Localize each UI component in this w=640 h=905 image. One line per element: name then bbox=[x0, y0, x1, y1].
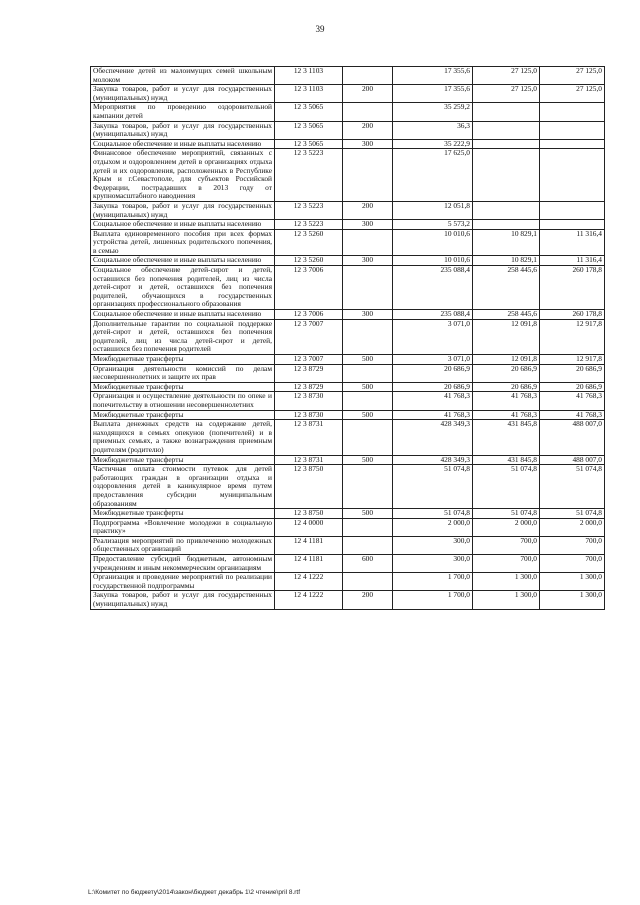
table-row bbox=[91, 555, 605, 573]
cell-name: Предоставление субсидий бюджетным, автономным учреждениям и иным некоммерческим организациям bbox=[91, 555, 275, 573]
cell-amount-year1: 2 000,0 bbox=[393, 518, 473, 536]
table-row bbox=[91, 392, 605, 410]
cell-amount-year2: 700,0 bbox=[473, 536, 540, 554]
cell-name: Организация и проведение мероприятий по реализации государственной подпрограммы bbox=[91, 573, 275, 591]
table-row bbox=[91, 67, 605, 85]
cell-amount-year3: 27 125,0 bbox=[540, 67, 605, 85]
cell-code: 12 3 7007 bbox=[275, 355, 343, 365]
cell-amount-year1: 51 074,8 bbox=[393, 509, 473, 519]
cell-expense-type: 500 bbox=[343, 382, 393, 392]
cell-code: 12 3 5065 bbox=[275, 103, 343, 121]
file-path-footer: L:\Комитет по бюджету\2014\закон\бюджет декабрь 1\2 чтение\pril 8.rtf bbox=[88, 889, 301, 896]
cell-amount-year1: 428 349,3 bbox=[393, 420, 473, 455]
cell-name: Межбюджетные трансферты bbox=[91, 410, 275, 420]
cell-code: 12 3 1103 bbox=[275, 85, 343, 103]
cell-expense-type: 300 bbox=[343, 256, 393, 266]
cell-amount-year3 bbox=[540, 121, 605, 139]
cell-amount-year3: 20 686,9 bbox=[540, 364, 605, 382]
table-row bbox=[91, 319, 605, 354]
cell-name: Социальное обеспечение и иные выплаты населению bbox=[91, 256, 275, 266]
cell-amount-year1: 51 074,8 bbox=[393, 465, 473, 509]
cell-amount-year3: 12 917,8 bbox=[540, 319, 605, 354]
cell-expense-type: 300 bbox=[343, 220, 393, 230]
page-number: 39 bbox=[315, 24, 325, 34]
budget-table bbox=[90, 66, 605, 610]
cell-expense-type: 200 bbox=[343, 121, 393, 139]
cell-code: 12 3 5260 bbox=[275, 229, 343, 256]
cell-name: Социальное обеспечение детей-сирот и детей, оставшихся без попечения родителей, лиц из числа детей-сирот и детей, оставшихся без попечения родителей, обучающихся в государственных организациях профессионального образования bbox=[91, 266, 275, 310]
table-row bbox=[91, 573, 605, 591]
cell-amount-year1: 1 700,0 bbox=[393, 591, 473, 609]
cell-amount-year1: 20 686,9 bbox=[393, 382, 473, 392]
cell-name: Финансовое обеспечение мероприятий, связанных с отдыхом и оздоровлением детей в организациях отдыха детей и их оздоровления, расположенных в Республике Крым и г.Севастополе, для субъектов Российской Федерации, пострадавших в 2013 году от крупномасштабного наводнения bbox=[91, 149, 275, 202]
cell-code: 12 3 7006 bbox=[275, 310, 343, 320]
cell-expense-type bbox=[343, 364, 393, 382]
cell-amount-year3: 11 316,4 bbox=[540, 256, 605, 266]
cell-amount-year1: 41 768,3 bbox=[393, 410, 473, 420]
cell-expense-type bbox=[343, 103, 393, 121]
table-row bbox=[91, 266, 605, 310]
cell-amount-year2: 41 768,3 bbox=[473, 410, 540, 420]
cell-amount-year1: 5 573,2 bbox=[393, 220, 473, 230]
cell-code: 12 3 8730 bbox=[275, 392, 343, 410]
cell-amount-year2: 27 125,0 bbox=[473, 85, 540, 103]
cell-expense-type: 200 bbox=[343, 591, 393, 609]
cell-expense-type: 200 bbox=[343, 85, 393, 103]
cell-code: 12 4 1222 bbox=[275, 573, 343, 591]
cell-code: 12 3 7007 bbox=[275, 319, 343, 354]
cell-name: Подпрограмма «Вовлечение молодежи в социальную практику» bbox=[91, 518, 275, 536]
table-row bbox=[91, 355, 605, 365]
cell-amount-year2: 12 091,8 bbox=[473, 319, 540, 354]
table-row bbox=[91, 455, 605, 465]
cell-name: Межбюджетные трансферты bbox=[91, 509, 275, 519]
cell-amount-year1: 3 071,0 bbox=[393, 319, 473, 354]
cell-amount-year1: 35 222,9 bbox=[393, 139, 473, 149]
cell-amount-year3 bbox=[540, 103, 605, 121]
cell-name: Реализация мероприятий по привлечению молодежных общественных организаций bbox=[91, 536, 275, 554]
cell-expense-type bbox=[343, 392, 393, 410]
table-row bbox=[91, 121, 605, 139]
cell-amount-year1: 428 349,3 bbox=[393, 455, 473, 465]
cell-name: Социальное обеспечение и иные выплаты населению bbox=[91, 220, 275, 230]
cell-amount-year3: 41 768,3 bbox=[540, 410, 605, 420]
cell-name: Закупка товаров, работ и услуг для государственных (муниципальных) нужд bbox=[91, 201, 275, 219]
cell-amount-year2 bbox=[473, 139, 540, 149]
cell-expense-type: 500 bbox=[343, 410, 393, 420]
cell-amount-year3: 51 074,8 bbox=[540, 465, 605, 509]
cell-code: 12 3 7006 bbox=[275, 266, 343, 310]
cell-amount-year2: 258 445,6 bbox=[473, 266, 540, 310]
table-row bbox=[91, 149, 605, 202]
cell-amount-year2: 12 091,8 bbox=[473, 355, 540, 365]
cell-code: 12 3 5260 bbox=[275, 256, 343, 266]
cell-amount-year3 bbox=[540, 220, 605, 230]
cell-code: 12 3 8729 bbox=[275, 364, 343, 382]
cell-amount-year1: 36,3 bbox=[393, 121, 473, 139]
table-row bbox=[91, 536, 605, 554]
cell-amount-year2: 700,0 bbox=[473, 555, 540, 573]
cell-amount-year3: 27 125,0 bbox=[540, 85, 605, 103]
cell-name: Закупка товаров, работ и услуг для государственных (муниципальных) нужд bbox=[91, 121, 275, 139]
cell-amount-year2 bbox=[473, 220, 540, 230]
cell-amount-year3: 1 300,0 bbox=[540, 591, 605, 609]
cell-code: 12 3 5223 bbox=[275, 149, 343, 202]
cell-code: 12 3 1103 bbox=[275, 67, 343, 85]
table-row bbox=[91, 139, 605, 149]
cell-name: Межбюджетные трансферты bbox=[91, 455, 275, 465]
cell-expense-type bbox=[343, 420, 393, 455]
cell-code: 12 4 1222 bbox=[275, 591, 343, 609]
cell-amount-year3: 260 178,8 bbox=[540, 310, 605, 320]
cell-amount-year2: 51 074,8 bbox=[473, 465, 540, 509]
table-row bbox=[91, 256, 605, 266]
cell-amount-year3: 20 686,9 bbox=[540, 382, 605, 392]
cell-name: Организация и осуществление деятельности по опеке и попечительству в отношении несовершеннолетних bbox=[91, 392, 275, 410]
cell-expense-type bbox=[343, 518, 393, 536]
cell-amount-year3: 488 007,0 bbox=[540, 455, 605, 465]
cell-name: Социальное обеспечение и иные выплаты населению bbox=[91, 139, 275, 149]
cell-expense-type: 200 bbox=[343, 201, 393, 219]
table-row bbox=[91, 103, 605, 121]
cell-expense-type bbox=[343, 229, 393, 256]
cell-amount-year1: 17 625,0 bbox=[393, 149, 473, 202]
cell-code: 12 3 8730 bbox=[275, 410, 343, 420]
cell-amount-year2 bbox=[473, 201, 540, 219]
cell-amount-year3: 488 007,0 bbox=[540, 420, 605, 455]
cell-name: Социальное обеспечение и иные выплаты населению bbox=[91, 310, 275, 320]
table-row bbox=[91, 518, 605, 536]
cell-code: 12 3 5223 bbox=[275, 220, 343, 230]
cell-name: Межбюджетные трансферты bbox=[91, 382, 275, 392]
cell-name: Закупка товаров, работ и услуг для государственных (муниципальных) нужд bbox=[91, 85, 275, 103]
cell-amount-year1: 300,0 bbox=[393, 555, 473, 573]
cell-amount-year2: 431 845,8 bbox=[473, 420, 540, 455]
cell-expense-type: 500 bbox=[343, 455, 393, 465]
cell-amount-year3: 260 178,8 bbox=[540, 266, 605, 310]
cell-expense-type: 500 bbox=[343, 509, 393, 519]
cell-code: 12 3 8731 bbox=[275, 455, 343, 465]
cell-expense-type bbox=[343, 536, 393, 554]
cell-amount-year2 bbox=[473, 121, 540, 139]
cell-expense-type: 500 bbox=[343, 355, 393, 365]
cell-amount-year1: 12 051,8 bbox=[393, 201, 473, 219]
cell-amount-year1: 1 700,0 bbox=[393, 573, 473, 591]
cell-amount-year1: 10 010,6 bbox=[393, 229, 473, 256]
cell-amount-year1: 41 768,3 bbox=[393, 392, 473, 410]
cell-expense-type bbox=[343, 573, 393, 591]
cell-amount-year2: 27 125,0 bbox=[473, 67, 540, 85]
cell-amount-year2: 10 829,1 bbox=[473, 256, 540, 266]
cell-amount-year2: 10 829,1 bbox=[473, 229, 540, 256]
cell-amount-year1: 10 010,6 bbox=[393, 256, 473, 266]
cell-expense-type: 300 bbox=[343, 310, 393, 320]
cell-name: Межбюджетные трансферты bbox=[91, 355, 275, 365]
cell-amount-year2: 431 845,8 bbox=[473, 455, 540, 465]
cell-name: Обеспечение детей из малоимущих семей школьным молоком bbox=[91, 67, 275, 85]
cell-expense-type: 600 bbox=[343, 555, 393, 573]
cell-code: 12 3 5065 bbox=[275, 139, 343, 149]
cell-amount-year1: 235 088,4 bbox=[393, 310, 473, 320]
table-row bbox=[91, 420, 605, 455]
cell-amount-year3: 700,0 bbox=[540, 536, 605, 554]
cell-amount-year1: 17 355,6 bbox=[393, 85, 473, 103]
cell-name: Дополнительные гарантии по социальной поддержке детей-сирот и детей, оставшихся без попечения родителей, лиц из числа детей-сирот и детей, оставшихся без попечения родителей bbox=[91, 319, 275, 354]
cell-amount-year2 bbox=[473, 149, 540, 202]
cell-code: 12 3 8731 bbox=[275, 420, 343, 455]
cell-amount-year1: 300,0 bbox=[393, 536, 473, 554]
cell-amount-year3: 2 000,0 bbox=[540, 518, 605, 536]
table-row bbox=[91, 410, 605, 420]
cell-name: Выплата денежных средств на содержание детей, находящихся в семьях опекунов (попечителей) и в приемных семьях, а также вознаграждения приемным родителям (родителю) bbox=[91, 420, 275, 455]
cell-amount-year3 bbox=[540, 201, 605, 219]
table-row bbox=[91, 201, 605, 219]
cell-expense-type bbox=[343, 319, 393, 354]
cell-name: Организация деятельности комиссий по делам несовершеннолетних и защите их прав bbox=[91, 364, 275, 382]
cell-amount-year3: 700,0 bbox=[540, 555, 605, 573]
cell-amount-year3: 1 300,0 bbox=[540, 573, 605, 591]
table-row bbox=[91, 382, 605, 392]
cell-amount-year2: 51 074,8 bbox=[473, 509, 540, 519]
cell-amount-year2: 1 300,0 bbox=[473, 573, 540, 591]
cell-expense-type bbox=[343, 149, 393, 202]
cell-name: Мероприятия по проведению оздоровительной кампании детей bbox=[91, 103, 275, 121]
cell-amount-year2: 258 445,6 bbox=[473, 310, 540, 320]
cell-amount-year1: 235 088,4 bbox=[393, 266, 473, 310]
cell-code: 12 3 8750 bbox=[275, 509, 343, 519]
cell-code: 12 4 1181 bbox=[275, 555, 343, 573]
table-row bbox=[91, 509, 605, 519]
cell-expense-type bbox=[343, 465, 393, 509]
cell-code: 12 3 8729 bbox=[275, 382, 343, 392]
cell-code: 12 3 8750 bbox=[275, 465, 343, 509]
cell-amount-year2 bbox=[473, 103, 540, 121]
table-row bbox=[91, 85, 605, 103]
cell-amount-year3: 51 074,8 bbox=[540, 509, 605, 519]
cell-amount-year2: 41 768,3 bbox=[473, 392, 540, 410]
cell-amount-year1: 17 355,6 bbox=[393, 67, 473, 85]
cell-amount-year2: 20 686,9 bbox=[473, 382, 540, 392]
cell-name: Частичная оплата стоимости путевок для детей работающих граждан в организации отдыха и оздоровления детей в каникулярное время путем предоставления субсидии муниципальным образованиям bbox=[91, 465, 275, 509]
cell-amount-year2: 2 000,0 bbox=[473, 518, 540, 536]
cell-name: Выплата единовременного пособия при всех формах устройства детей, лишенных родительского попечения, в семью bbox=[91, 229, 275, 256]
cell-amount-year2: 1 300,0 bbox=[473, 591, 540, 609]
table-row bbox=[91, 220, 605, 230]
cell-amount-year1: 3 071,0 bbox=[393, 355, 473, 365]
cell-expense-type bbox=[343, 67, 393, 85]
cell-name: Закупка товаров, работ и услуг для государственных (муниципальных) нужд bbox=[91, 591, 275, 609]
cell-amount-year1: 35 259,2 bbox=[393, 103, 473, 121]
table-row bbox=[91, 591, 605, 609]
cell-code: 12 3 5223 bbox=[275, 201, 343, 219]
cell-amount-year3: 11 316,4 bbox=[540, 229, 605, 256]
cell-code: 12 3 5065 bbox=[275, 121, 343, 139]
table-row bbox=[91, 229, 605, 256]
cell-amount-year1: 20 686,9 bbox=[393, 364, 473, 382]
cell-code: 12 4 1181 bbox=[275, 536, 343, 554]
cell-amount-year3: 12 917,8 bbox=[540, 355, 605, 365]
cell-amount-year3: 41 768,3 bbox=[540, 392, 605, 410]
cell-amount-year2: 20 686,9 bbox=[473, 364, 540, 382]
table-row bbox=[91, 364, 605, 382]
table-row bbox=[91, 310, 605, 320]
cell-expense-type: 300 bbox=[343, 139, 393, 149]
cell-expense-type bbox=[343, 266, 393, 310]
table-row bbox=[91, 465, 605, 509]
cell-amount-year3 bbox=[540, 139, 605, 149]
cell-amount-year3 bbox=[540, 149, 605, 202]
cell-code: 12 4 0000 bbox=[275, 518, 343, 536]
